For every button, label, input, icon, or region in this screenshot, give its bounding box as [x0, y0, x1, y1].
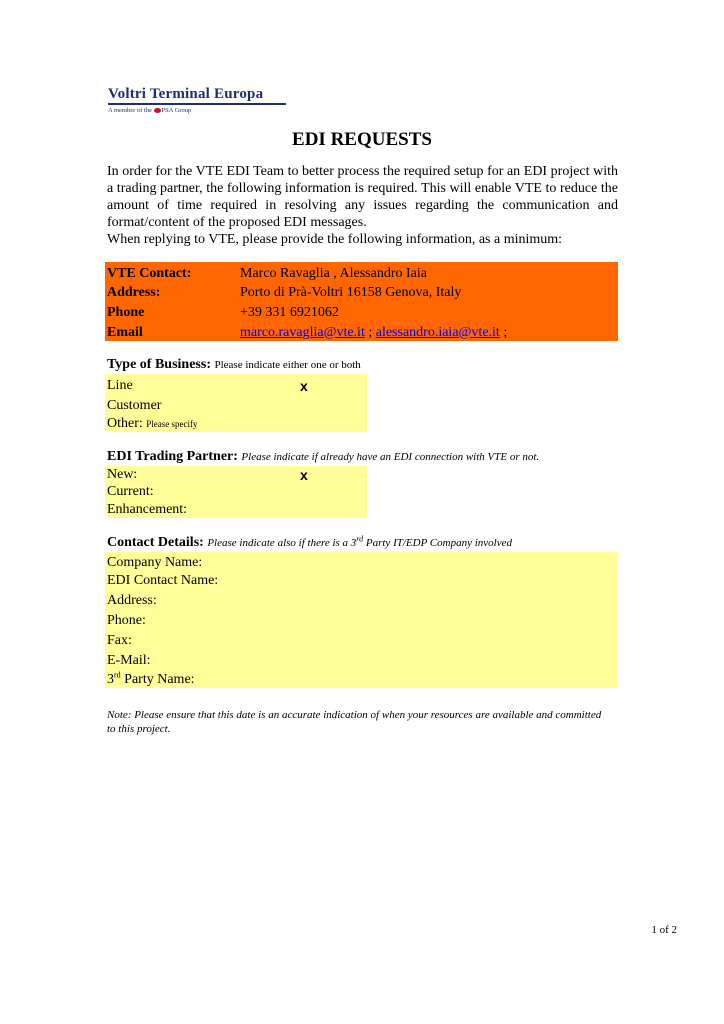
partner-enhancement-label: Enhancement:	[107, 502, 188, 517]
type-of-business-heading	[107, 357, 361, 373]
partner-row-current[interactable]	[105, 483, 367, 500]
intro-text	[107, 163, 618, 248]
contact-row-company[interactable]	[105, 552, 618, 571]
contact-edi-contact-label: EDI Contact Name:	[107, 573, 219, 588]
logo-tagline	[108, 107, 286, 115]
business-other-label: Other:	[107, 416, 143, 431]
contact-fax-label: Fax:	[107, 633, 132, 648]
vte-address-label: Address:	[107, 285, 161, 300]
contact-hint-sup: rd	[356, 534, 364, 544]
partner-row-new[interactable]	[105, 466, 367, 483]
contact-hint-pre: Please indicate also if there is a 3	[207, 537, 357, 549]
logo-tagline-suffix: PSA Group	[161, 106, 192, 114]
contact-address-label: Address:	[107, 593, 157, 608]
third-party-post: Party Name:	[120, 672, 195, 687]
partner-new-label: New:	[107, 467, 138, 482]
email-end: ;	[499, 324, 508, 340]
vte-address-value: Porto di Prà-Voltri 16158 Genova, Italy	[240, 285, 462, 300]
business-other-hint: Please specify	[146, 419, 198, 429]
contact-details-hint	[207, 534, 513, 549]
logo-divider	[108, 103, 286, 105]
trading-partner-heading	[107, 449, 539, 465]
contact-row-phone[interactable]	[105, 609, 618, 629]
contact-row-address[interactable]	[105, 589, 618, 609]
page-title: EDI REQUESTS	[292, 129, 432, 150]
type-of-business-table	[105, 374, 367, 432]
trading-partner-table	[105, 466, 367, 518]
business-customer-label: Customer	[107, 398, 162, 413]
third-party-sup: rd	[114, 670, 121, 680]
trading-partner-hint: Please indicate if already have an EDI connection with VTE or not.	[241, 451, 540, 463]
email-link-marco[interactable]: marco.ravaglia@vte.it	[240, 324, 365, 340]
contact-hint-post: Party IT/EDP Company involved	[363, 537, 513, 549]
vte-contact-table	[105, 262, 618, 341]
business-line-mark: x	[300, 378, 308, 394]
contact-row-edi-contact[interactable]	[105, 571, 618, 589]
contact-company-label: Company Name:	[107, 555, 203, 570]
company-logo	[108, 86, 286, 115]
vte-phone-row	[105, 301, 618, 321]
contact-row-email[interactable]	[105, 649, 618, 669]
contact-row-fax[interactable]	[105, 629, 618, 649]
vte-email-label: Email	[107, 324, 143, 340]
vte-contact-label: VTE Contact:	[107, 265, 192, 281]
contact-email-label: E-Mail:	[107, 653, 151, 668]
type-of-business-hint: Please indicate either one or both	[214, 359, 361, 371]
partner-row-enhancement[interactable]	[105, 500, 367, 518]
contact-phone-label: Phone:	[107, 613, 146, 628]
logo-name: Voltri Terminal Europa	[108, 86, 264, 102]
contact-third-party-label	[105, 672, 195, 688]
vte-contact-row	[105, 262, 618, 282]
business-row-customer[interactable]	[105, 394, 367, 414]
business-row-line[interactable]	[105, 374, 367, 394]
third-party-pre: 3	[107, 672, 114, 687]
email-separator: ;	[364, 324, 376, 340]
vte-phone-label: Phone	[107, 304, 145, 320]
vte-email-row	[105, 321, 618, 341]
footnote: Note: Please ensure that this date is an accurate indication of when your resources are available and committed to this project.	[107, 709, 602, 735]
page-number: 1 of 2	[651, 924, 677, 936]
vte-address-row	[105, 282, 618, 302]
contact-row-third-party[interactable]	[105, 669, 618, 688]
email-link-alessandro[interactable]: alessandro.iaia@vte.it	[375, 324, 500, 340]
vte-phone-value: +39 331 6921062	[240, 304, 339, 320]
vte-email-value	[240, 325, 618, 341]
partner-current-label: Current:	[107, 484, 154, 499]
logo-tagline-prefix: A member of the	[108, 106, 152, 114]
psa-logo-icon	[154, 108, 161, 113]
contact-details-table	[105, 552, 618, 688]
business-row-other[interactable]	[105, 414, 367, 432]
partner-new-mark: x	[300, 467, 308, 483]
intro-paragraph-1: In order for the VTE EDI Team to better process the required setup for an EDI project with a trading partner, the following information is required. This will enable VTE to reduce the amount of time required in resolving any issues regarding the communication and format/content of the proposed EDI messages.	[107, 164, 618, 230]
type-of-business-title: Type of Business:	[107, 357, 211, 372]
vte-contact-value: Marco Ravaglia , Alessandro Iaia	[240, 265, 427, 281]
trading-partner-title: EDI Trading Partner:	[107, 449, 238, 464]
business-line-label: Line	[107, 378, 133, 393]
contact-details-title: Contact Details:	[107, 535, 204, 550]
intro-paragraph-2: When replying to VTE, please provide the following information, as a minimum:	[107, 232, 563, 247]
contact-details-heading	[107, 535, 512, 551]
